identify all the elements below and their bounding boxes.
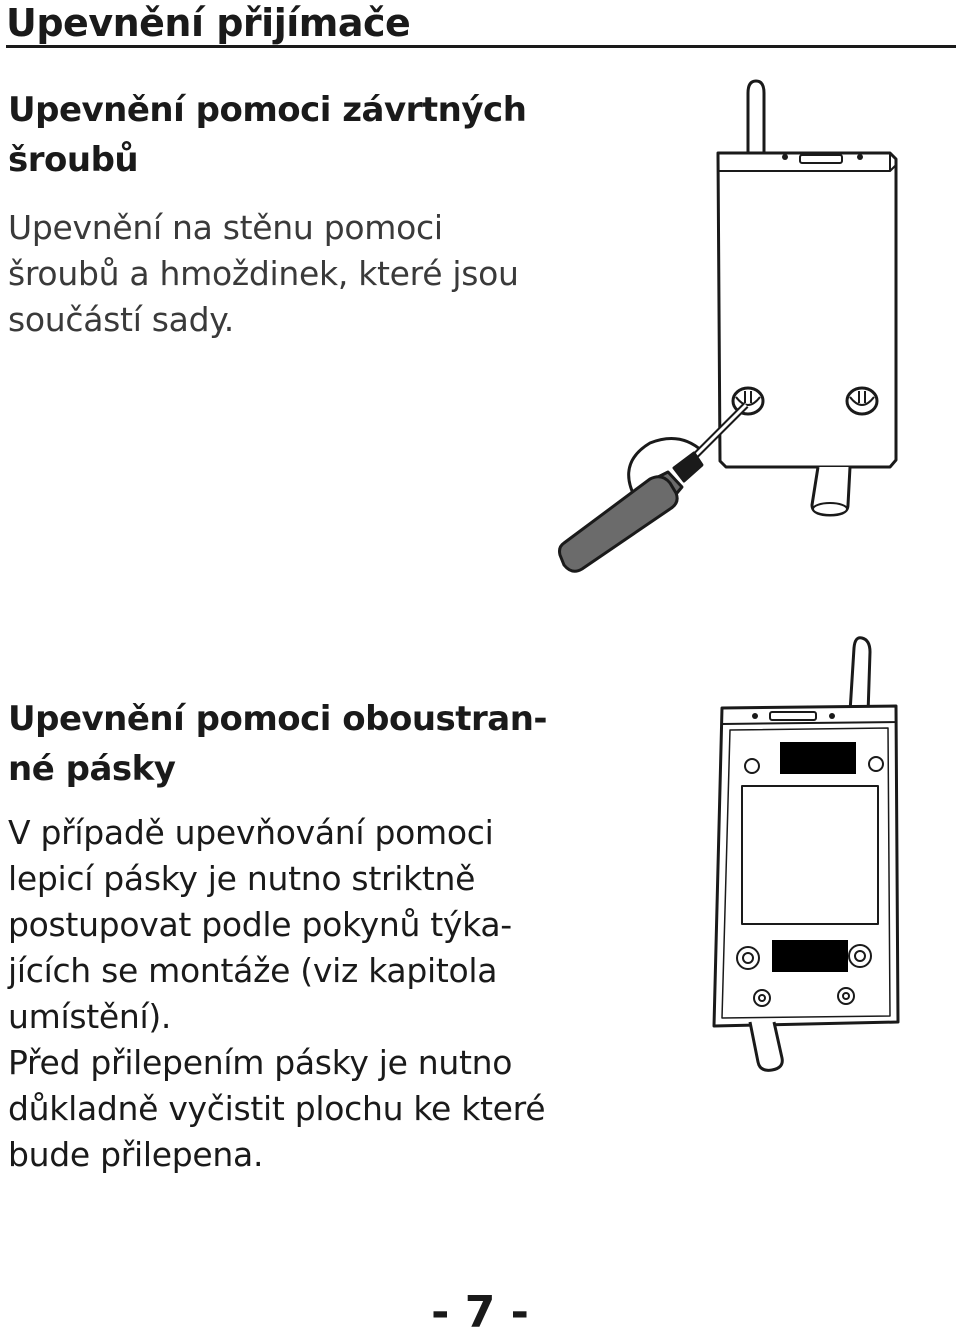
section-screw-mounting (8, 85, 548, 343)
cable-shape (750, 1022, 782, 1070)
body-line: šroubů a hmoždinek, které jsou (8, 254, 519, 293)
tape-strip (772, 940, 848, 972)
heading-line: né pásky (8, 749, 176, 789)
body-line: postupovat podle pokynů týka- (8, 905, 512, 944)
body-line: součástí sady. (8, 300, 234, 339)
section-tape-mounting (8, 694, 548, 1178)
receiver-with-screwdriver-illustration (550, 75, 910, 580)
section-heading (8, 694, 548, 794)
page-title: Upevnění přijímače (6, 1, 411, 45)
heading-line: Upevnění pomoci závrtných (8, 90, 527, 130)
antenna-shape (850, 638, 870, 714)
body-line: jících se montáže (viz kapitola (8, 951, 498, 990)
title-divider (6, 45, 956, 48)
screwdriver-icon (560, 405, 747, 571)
body-line: lepicí pásky je nutno striktně (8, 859, 476, 898)
tape-strip (780, 742, 856, 774)
page-number: - 7 - (431, 1287, 529, 1338)
body-line: Před přilepením pásky je nutno (8, 1043, 513, 1082)
body-line: bude přilepena. (8, 1135, 264, 1174)
heading-line: šroubů (8, 140, 139, 180)
section-body (8, 810, 548, 1178)
body-line: Upevnění na stěnu pomoci (8, 208, 443, 247)
body-line: důkladně vyčistit plochu ke které (8, 1089, 546, 1128)
receiver-back-with-tape-illustration (700, 630, 910, 1075)
receiver-body-shape (718, 153, 896, 467)
section-heading (8, 85, 548, 185)
body-line: umístění). (8, 997, 172, 1036)
heading-line: Upevnění pomoci oboustran- (8, 699, 548, 739)
body-line: V případě upevňování pomoci (8, 813, 494, 852)
antenna-shape (748, 81, 764, 161)
section-body (8, 205, 548, 343)
